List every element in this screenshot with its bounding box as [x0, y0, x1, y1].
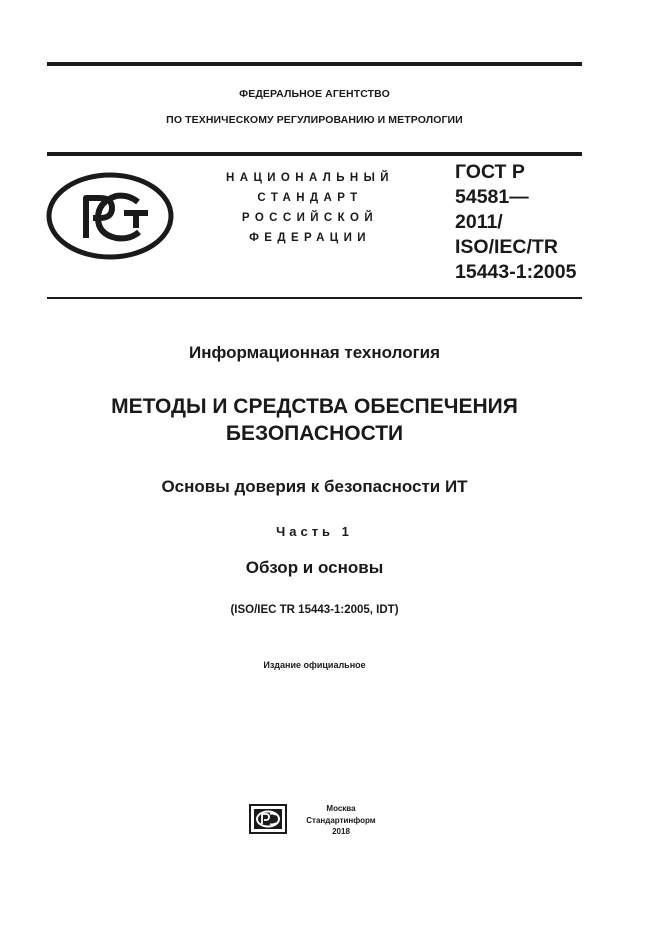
main-title-line-2: БЕЗОПАСНОСТИ — [225, 422, 404, 445]
designation-line-5: 15443-1:2005 — [455, 261, 577, 283]
agency-line-2: ПО ТЕХНИЧЕСКОМУ РЕГУЛИРОВАНИЮ И МЕТРОЛОГИИ — [166, 114, 463, 126]
field-title: Информационная технология — [188, 343, 441, 362]
designation-line-3: 2011/ — [455, 211, 503, 233]
publisher-name: Стандартинформ — [306, 815, 376, 825]
subtitle: Основы доверия к безопасности ИТ — [161, 477, 468, 496]
main-title-line-1: МЕТОДЫ И СРЕДСТВА ОБЕСПЕЧЕНИЯ — [111, 395, 518, 418]
designation-line-2: 54581— — [455, 186, 529, 208]
publisher-year: 2018 — [332, 827, 350, 836]
header-bottom-rule — [47, 297, 582, 299]
standard-type-line-2: СТАНДАРТ — [257, 192, 363, 204]
designation-line-1: ГОСТ Р — [455, 161, 525, 183]
edition-note: Издание официальное — [263, 660, 366, 670]
designation-line-4: ISO/IEC/TR — [455, 236, 558, 258]
standartinform-logo-icon — [249, 804, 287, 834]
header-rule — [47, 152, 582, 156]
standard-type-line-4: ФЕДЕРАЦИИ — [249, 232, 371, 244]
part-title: Обзор и основы — [245, 558, 384, 577]
part-number: Часть 1 — [276, 524, 353, 539]
top-rule — [47, 62, 582, 66]
standard-type-line-3: РОССИЙСКОЙ — [241, 212, 379, 224]
rst-certification-logo-icon — [46, 172, 174, 260]
identity-note: (ISO/IEC TR 15443-1:2005, IDT) — [230, 604, 399, 616]
agency-line-1: ФЕДЕРАЛЬНОЕ АГЕНТСТВО — [239, 88, 390, 100]
standard-designation — [455, 160, 585, 285]
publisher-imprint — [296, 803, 386, 838]
standard-type-line-1: НАЦИОНАЛЬНЫЙ — [226, 172, 394, 184]
publisher-city: Москва — [326, 804, 356, 813]
